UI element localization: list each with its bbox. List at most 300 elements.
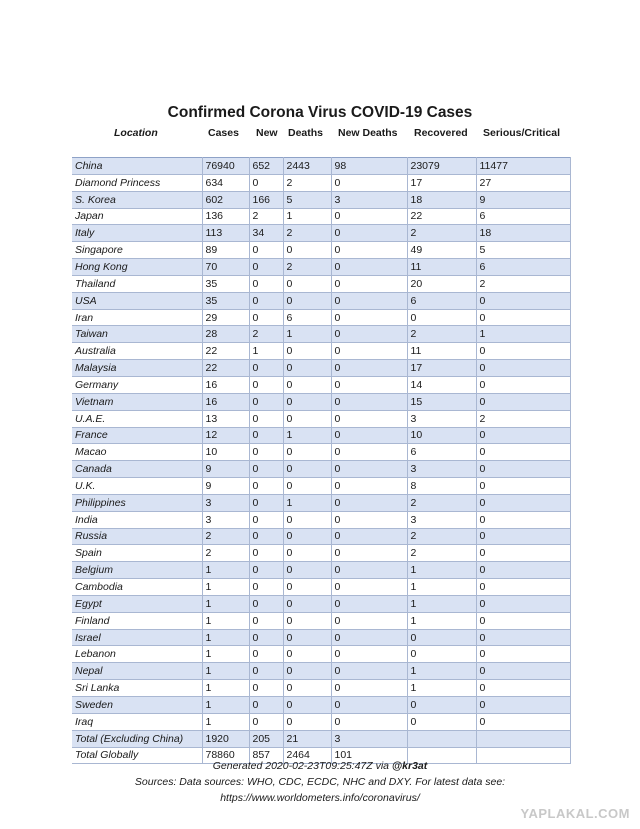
value-cell: 0: [331, 259, 407, 276]
table-row: [72, 444, 570, 461]
value-cell: 2464: [283, 747, 331, 764]
value-cell: 76940: [202, 158, 249, 175]
value-cell: 1: [283, 208, 331, 225]
value-cell: 49: [407, 242, 476, 259]
table-row: [72, 393, 570, 410]
value-cell: 0: [331, 646, 407, 663]
table-row: [72, 461, 570, 478]
value-cell: 0: [407, 713, 476, 730]
value-cell: 0: [331, 713, 407, 730]
value-cell: 0: [249, 275, 283, 292]
value-cell: 0: [283, 343, 331, 360]
table-row: [72, 663, 570, 680]
header-recovered: Recovered: [414, 127, 468, 139]
value-cell: 9: [202, 478, 249, 495]
value-cell: 101: [331, 747, 407, 764]
value-cell: 0: [331, 326, 407, 343]
location-cell: Iraq: [72, 713, 202, 730]
value-cell: 0: [283, 360, 331, 377]
table-row: [72, 292, 570, 309]
value-cell: 0: [283, 562, 331, 579]
value-cell: 0: [331, 629, 407, 646]
location-cell: Macao: [72, 444, 202, 461]
location-cell: Vietnam: [72, 393, 202, 410]
value-cell: 1: [407, 579, 476, 596]
value-cell: 0: [476, 646, 570, 663]
value-cell: 0: [249, 309, 283, 326]
location-cell: Total (Excluding China): [72, 730, 202, 747]
value-cell: 0: [249, 713, 283, 730]
value-cell: 11477: [476, 158, 570, 175]
header-deaths: Deaths: [288, 127, 324, 139]
value-cell: 17: [407, 174, 476, 191]
value-cell: 22: [202, 360, 249, 377]
value-cell: 28: [202, 326, 249, 343]
value-cell: 2: [407, 545, 476, 562]
value-cell: 1: [202, 629, 249, 646]
table-row: [72, 680, 570, 697]
value-cell: 0: [249, 612, 283, 629]
header-new-deaths: New Deaths: [338, 127, 398, 139]
value-cell: 6: [476, 208, 570, 225]
value-cell: 0: [283, 461, 331, 478]
generated-text: Generated 2020-02-23T09:25:47Z via: [212, 760, 392, 772]
location-cell: Canada: [72, 461, 202, 478]
value-cell: 0: [331, 376, 407, 393]
value-cell: 0: [283, 680, 331, 697]
value-cell: 10: [407, 427, 476, 444]
value-cell: 18: [476, 225, 570, 242]
value-cell: 12: [202, 427, 249, 444]
table-row: [72, 410, 570, 427]
header-serious-critical: Serious/Critical: [483, 127, 561, 139]
value-cell: 3: [407, 410, 476, 427]
location-cell: Singapore: [72, 242, 202, 259]
value-cell: 35: [202, 292, 249, 309]
value-cell: 1: [283, 427, 331, 444]
value-cell: 0: [249, 427, 283, 444]
value-cell: 0: [331, 343, 407, 360]
value-cell: 0: [283, 646, 331, 663]
value-cell: 0: [283, 376, 331, 393]
value-cell: 29: [202, 309, 249, 326]
value-cell: 0: [476, 629, 570, 646]
location-cell: Finland: [72, 612, 202, 629]
table-row: [72, 697, 570, 714]
table-row: [72, 309, 570, 326]
value-cell: 0: [249, 545, 283, 562]
value-cell: 14: [407, 376, 476, 393]
value-cell: 0: [476, 343, 570, 360]
value-cell: 0: [283, 511, 331, 528]
value-cell: 0: [331, 393, 407, 410]
table-row: [72, 343, 570, 360]
value-cell: 0: [249, 511, 283, 528]
value-cell: 2: [249, 208, 283, 225]
location-cell: Belgium: [72, 562, 202, 579]
table-row: [72, 225, 570, 242]
value-cell: 78860: [202, 747, 249, 764]
value-cell: 0: [331, 697, 407, 714]
value-cell: 0: [476, 713, 570, 730]
value-cell: 11: [407, 343, 476, 360]
value-cell: 602: [202, 191, 249, 208]
value-cell: 0: [331, 242, 407, 259]
value-cell: 0: [407, 646, 476, 663]
value-cell: 0: [283, 410, 331, 427]
value-cell: 113: [202, 225, 249, 242]
cases-table: [72, 157, 571, 764]
value-cell: 2: [407, 326, 476, 343]
value-cell: 3: [331, 191, 407, 208]
value-cell: 21: [283, 730, 331, 747]
value-cell: 0: [476, 680, 570, 697]
value-cell: 70: [202, 259, 249, 276]
value-cell: 9: [202, 461, 249, 478]
location-cell: Lebanon: [72, 646, 202, 663]
value-cell: 18: [407, 191, 476, 208]
value-cell: 6: [283, 309, 331, 326]
value-cell: 2443: [283, 158, 331, 175]
table-row: [72, 360, 570, 377]
location-cell: Sri Lanka: [72, 680, 202, 697]
value-cell: 3: [331, 730, 407, 747]
table-row: [72, 579, 570, 596]
value-cell: 857: [249, 747, 283, 764]
value-cell: 0: [331, 612, 407, 629]
value-cell: 10: [202, 444, 249, 461]
value-cell: 1: [407, 663, 476, 680]
value-cell: 0: [249, 494, 283, 511]
value-cell: 0: [407, 629, 476, 646]
location-cell: Cambodia: [72, 579, 202, 596]
value-cell: 0: [283, 292, 331, 309]
value-cell: 22: [407, 208, 476, 225]
value-cell: 0: [249, 562, 283, 579]
value-cell: 1: [476, 326, 570, 343]
value-cell: 0: [249, 629, 283, 646]
value-cell: 8: [407, 478, 476, 495]
value-cell: 2: [283, 174, 331, 191]
table-row: [72, 562, 570, 579]
value-cell: 6: [407, 292, 476, 309]
table-row: [72, 208, 570, 225]
sources-line: Sources: Data sources: WHO, CDC, ECDC, NHC and DXY. For latest data see:: [134, 776, 506, 788]
value-cell: 0: [249, 360, 283, 377]
value-cell: 9: [476, 191, 570, 208]
value-cell: 0: [249, 292, 283, 309]
table-row: [72, 242, 570, 259]
location-cell: China: [72, 158, 202, 175]
value-cell: 0: [249, 393, 283, 410]
table-row: [72, 528, 570, 545]
value-cell: 0: [476, 697, 570, 714]
location-cell: Diamond Princess: [72, 174, 202, 191]
value-cell: 0: [249, 697, 283, 714]
location-cell: USA: [72, 292, 202, 309]
value-cell: 0: [331, 680, 407, 697]
value-cell: 0: [331, 461, 407, 478]
value-cell: 2: [407, 494, 476, 511]
value-cell: 0: [331, 545, 407, 562]
value-cell: 0: [283, 444, 331, 461]
location-cell: Hong Kong: [72, 259, 202, 276]
value-cell: 0: [331, 208, 407, 225]
value-cell: 0: [249, 259, 283, 276]
value-cell: 0: [476, 545, 570, 562]
value-cell: 5: [476, 242, 570, 259]
table-body: [72, 158, 570, 764]
location-cell: India: [72, 511, 202, 528]
table-row: [72, 494, 570, 511]
location-cell: Total Globally: [72, 747, 202, 764]
value-cell: 0: [331, 511, 407, 528]
value-cell: 0: [283, 528, 331, 545]
value-cell: 0: [283, 275, 331, 292]
value-cell: 2: [407, 225, 476, 242]
value-cell: 634: [202, 174, 249, 191]
value-cell: 6: [407, 444, 476, 461]
value-cell: 34: [249, 225, 283, 242]
value-cell: 0: [331, 360, 407, 377]
value-cell: 0: [407, 697, 476, 714]
value-cell: 1: [202, 595, 249, 612]
value-cell: 13: [202, 410, 249, 427]
value-cell: 2: [476, 410, 570, 427]
table-row: [72, 158, 570, 175]
value-cell: 0: [331, 494, 407, 511]
value-cell: 0: [331, 562, 407, 579]
value-cell: 0: [476, 579, 570, 596]
value-cell: 0: [331, 275, 407, 292]
table-row: [72, 612, 570, 629]
value-cell: 0: [283, 242, 331, 259]
value-cell: 0: [476, 309, 570, 326]
value-cell: 98: [331, 158, 407, 175]
table-header: [72, 127, 574, 145]
value-cell: 0: [331, 174, 407, 191]
value-cell: 3: [202, 494, 249, 511]
value-cell: 0: [476, 360, 570, 377]
value-cell: 1: [202, 713, 249, 730]
location-cell: Egypt: [72, 595, 202, 612]
location-cell: Malaysia: [72, 360, 202, 377]
value-cell: 0: [249, 376, 283, 393]
value-cell: 6: [476, 259, 570, 276]
value-cell: 0: [249, 410, 283, 427]
value-cell: 0: [283, 663, 331, 680]
value-cell: 1: [407, 612, 476, 629]
value-cell: 2: [476, 275, 570, 292]
value-cell: 0: [476, 393, 570, 410]
value-cell: 0: [249, 663, 283, 680]
value-cell: 0: [331, 663, 407, 680]
value-cell: 15: [407, 393, 476, 410]
table-row: [72, 713, 570, 730]
value-cell: 0: [476, 511, 570, 528]
value-cell: 2: [283, 259, 331, 276]
value-cell: 11: [407, 259, 476, 276]
location-cell: S. Korea: [72, 191, 202, 208]
value-cell: 1: [283, 494, 331, 511]
value-cell: 23079: [407, 158, 476, 175]
value-cell: 0: [331, 292, 407, 309]
value-cell: 16: [202, 376, 249, 393]
value-cell: 0: [249, 174, 283, 191]
location-cell: Japan: [72, 208, 202, 225]
value-cell: 0: [331, 478, 407, 495]
value-cell: 3: [202, 511, 249, 528]
location-cell: Russia: [72, 528, 202, 545]
table-row: [72, 511, 570, 528]
value-cell: 22: [202, 343, 249, 360]
value-cell: 1: [249, 343, 283, 360]
watermark: YAPLAKAL.COM: [520, 806, 630, 821]
value-cell: 1: [202, 562, 249, 579]
table-row: [72, 478, 570, 495]
table-row: [72, 376, 570, 393]
value-cell: 1: [202, 697, 249, 714]
table-row: [72, 326, 570, 343]
value-cell: 1920: [202, 730, 249, 747]
value-cell: 0: [283, 579, 331, 596]
value-cell: 1: [202, 680, 249, 697]
value-cell: 2: [202, 545, 249, 562]
location-cell: France: [72, 427, 202, 444]
value-cell: 20: [407, 275, 476, 292]
value-cell: 0: [331, 225, 407, 242]
page-title: Confirmed Corona Virus COVID-19 Cases: [167, 104, 473, 121]
table-row: [72, 595, 570, 612]
table-row: [72, 427, 570, 444]
value-cell: 0: [476, 427, 570, 444]
location-cell: Sweden: [72, 697, 202, 714]
table-row: [72, 545, 570, 562]
value-cell: 0: [476, 461, 570, 478]
value-cell: 0: [249, 461, 283, 478]
value-cell: 0: [331, 309, 407, 326]
table-row: [72, 730, 570, 747]
table-row: [72, 191, 570, 208]
value-cell: 0: [476, 494, 570, 511]
value-cell: 0: [249, 646, 283, 663]
value-cell: 0: [331, 444, 407, 461]
location-cell: Taiwan: [72, 326, 202, 343]
value-cell: 166: [249, 191, 283, 208]
value-cell: 0: [249, 680, 283, 697]
value-cell: [476, 730, 570, 747]
value-cell: 0: [476, 612, 570, 629]
value-cell: 1: [283, 326, 331, 343]
source-url: https://www.worldometers.info/coronavirus/: [220, 792, 420, 804]
value-cell: 27: [476, 174, 570, 191]
value-cell: 0: [283, 478, 331, 495]
value-cell: 35: [202, 275, 249, 292]
value-cell: 0: [476, 444, 570, 461]
value-cell: 0: [283, 595, 331, 612]
location-cell: Israel: [72, 629, 202, 646]
value-cell: 205: [249, 730, 283, 747]
value-cell: 0: [476, 292, 570, 309]
header-new: New: [256, 127, 278, 139]
table-row: [72, 259, 570, 276]
value-cell: 0: [249, 478, 283, 495]
value-cell: 89: [202, 242, 249, 259]
value-cell: 16: [202, 393, 249, 410]
location-cell: U.K.: [72, 478, 202, 495]
value-cell: 0: [476, 528, 570, 545]
value-cell: 3: [407, 461, 476, 478]
location-cell: Iran: [72, 309, 202, 326]
value-cell: 3: [407, 511, 476, 528]
value-cell: 0: [331, 595, 407, 612]
value-cell: 0: [249, 528, 283, 545]
value-cell: 1: [202, 646, 249, 663]
location-cell: U.A.E.: [72, 410, 202, 427]
header-cases: Cases: [208, 127, 239, 139]
value-cell: 0: [283, 713, 331, 730]
value-cell: 0: [249, 595, 283, 612]
value-cell: 0: [249, 579, 283, 596]
value-cell: 0: [331, 528, 407, 545]
value-cell: 136: [202, 208, 249, 225]
header-location: Location: [114, 127, 158, 139]
value-cell: 17: [407, 360, 476, 377]
value-cell: [407, 730, 476, 747]
value-cell: 1: [407, 595, 476, 612]
location-cell: Nepal: [72, 663, 202, 680]
value-cell: 0: [283, 629, 331, 646]
value-cell: 1: [407, 680, 476, 697]
value-cell: 0: [331, 427, 407, 444]
location-cell: Germany: [72, 376, 202, 393]
generated-line: [0, 760, 640, 772]
value-cell: 5: [283, 191, 331, 208]
value-cell: 0: [283, 612, 331, 629]
value-cell: 2: [407, 528, 476, 545]
location-cell: Italy: [72, 225, 202, 242]
value-cell: 0: [407, 309, 476, 326]
table-row: [72, 629, 570, 646]
table-row: [72, 646, 570, 663]
location-cell: Spain: [72, 545, 202, 562]
value-cell: 0: [283, 545, 331, 562]
author-handle: @kr3at: [391, 760, 428, 772]
value-cell: 0: [476, 376, 570, 393]
value-cell: 0: [249, 444, 283, 461]
value-cell: 1: [407, 562, 476, 579]
table-row: [72, 275, 570, 292]
value-cell: 0: [249, 242, 283, 259]
value-cell: 0: [476, 562, 570, 579]
value-cell: 2: [202, 528, 249, 545]
location-cell: Australia: [72, 343, 202, 360]
location-cell: Philippines: [72, 494, 202, 511]
value-cell: 1: [202, 663, 249, 680]
value-cell: 2: [283, 225, 331, 242]
value-cell: 1: [202, 612, 249, 629]
value-cell: 2: [249, 326, 283, 343]
location-cell: Thailand: [72, 275, 202, 292]
value-cell: 1: [202, 579, 249, 596]
value-cell: 0: [476, 478, 570, 495]
value-cell: 0: [476, 663, 570, 680]
value-cell: 0: [283, 393, 331, 410]
value-cell: 0: [331, 579, 407, 596]
value-cell: 0: [476, 595, 570, 612]
value-cell: 652: [249, 158, 283, 175]
table-row: [72, 174, 570, 191]
